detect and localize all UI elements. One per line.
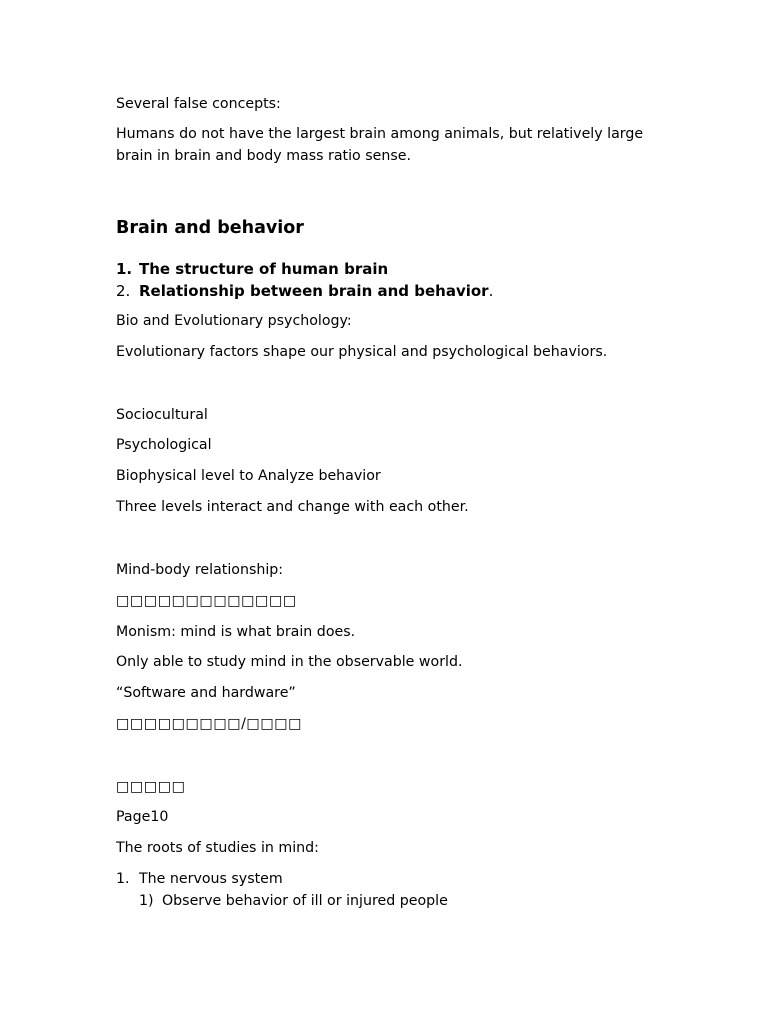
false-concepts-text: Humans do not have the largest brain among animals, but relatively large brain in brain and body mass ratio sense.: [116, 126, 644, 164]
outline-item-2-number: 2.: [116, 282, 131, 300]
outline-item-2: [116, 280, 493, 302]
roots-list-item-1-number: 1.: [116, 871, 130, 887]
mind-body-cjk-text-2: □□□□□□□□□/□□□□: [116, 716, 303, 732]
bio-text: Evolutionary factors shape our physical and psychological behaviors.: [116, 344, 608, 360]
roots-sub-item-1-number: 1): [139, 893, 154, 909]
outline-item-1-text: The structure of human brain: [139, 260, 389, 278]
level-psychological: Psychological: [116, 437, 212, 453]
outline-item-2-suffix: .: [488, 282, 494, 300]
level-biophysical: Biophysical level to Analyze behavior: [116, 468, 381, 484]
cjk-heading: □□□□□: [116, 779, 186, 795]
roots-sub-item-1: [139, 890, 448, 912]
monism-text: Monism: mind is what brain does.: [116, 624, 356, 640]
bio-label: Bio and Evolutionary psychology:: [116, 313, 352, 329]
false-concepts-label: Several false concepts:: [116, 96, 281, 112]
observable-text: Only able to study mind in the observable world.: [116, 654, 463, 670]
level-sociocultural: Sociocultural: [116, 407, 208, 423]
software-hardware-text: “Software and hardware”: [116, 685, 296, 701]
roots-list-item-1: [116, 868, 283, 890]
levels-interact: Three levels interact and change with each other.: [116, 499, 469, 515]
outline-item-1-number: 1.: [116, 260, 133, 278]
outline-item-2-text: Relationship between brain and behavior: [139, 282, 489, 300]
page-reference: Page10: [116, 809, 169, 825]
section-title: Brain and behavior: [116, 218, 304, 238]
mind-body-label: Mind-body relationship:: [116, 562, 284, 578]
mind-body-cjk-text-1: □□□□□□□□□□□□□: [116, 593, 297, 609]
roots-sub-item-1-text: Observe behavior of ill or injured people: [162, 893, 448, 909]
roots-label: The roots of studies in mind:: [116, 840, 319, 856]
outline-item-1: [116, 258, 388, 280]
roots-list-item-1-text: The nervous system: [139, 871, 283, 887]
